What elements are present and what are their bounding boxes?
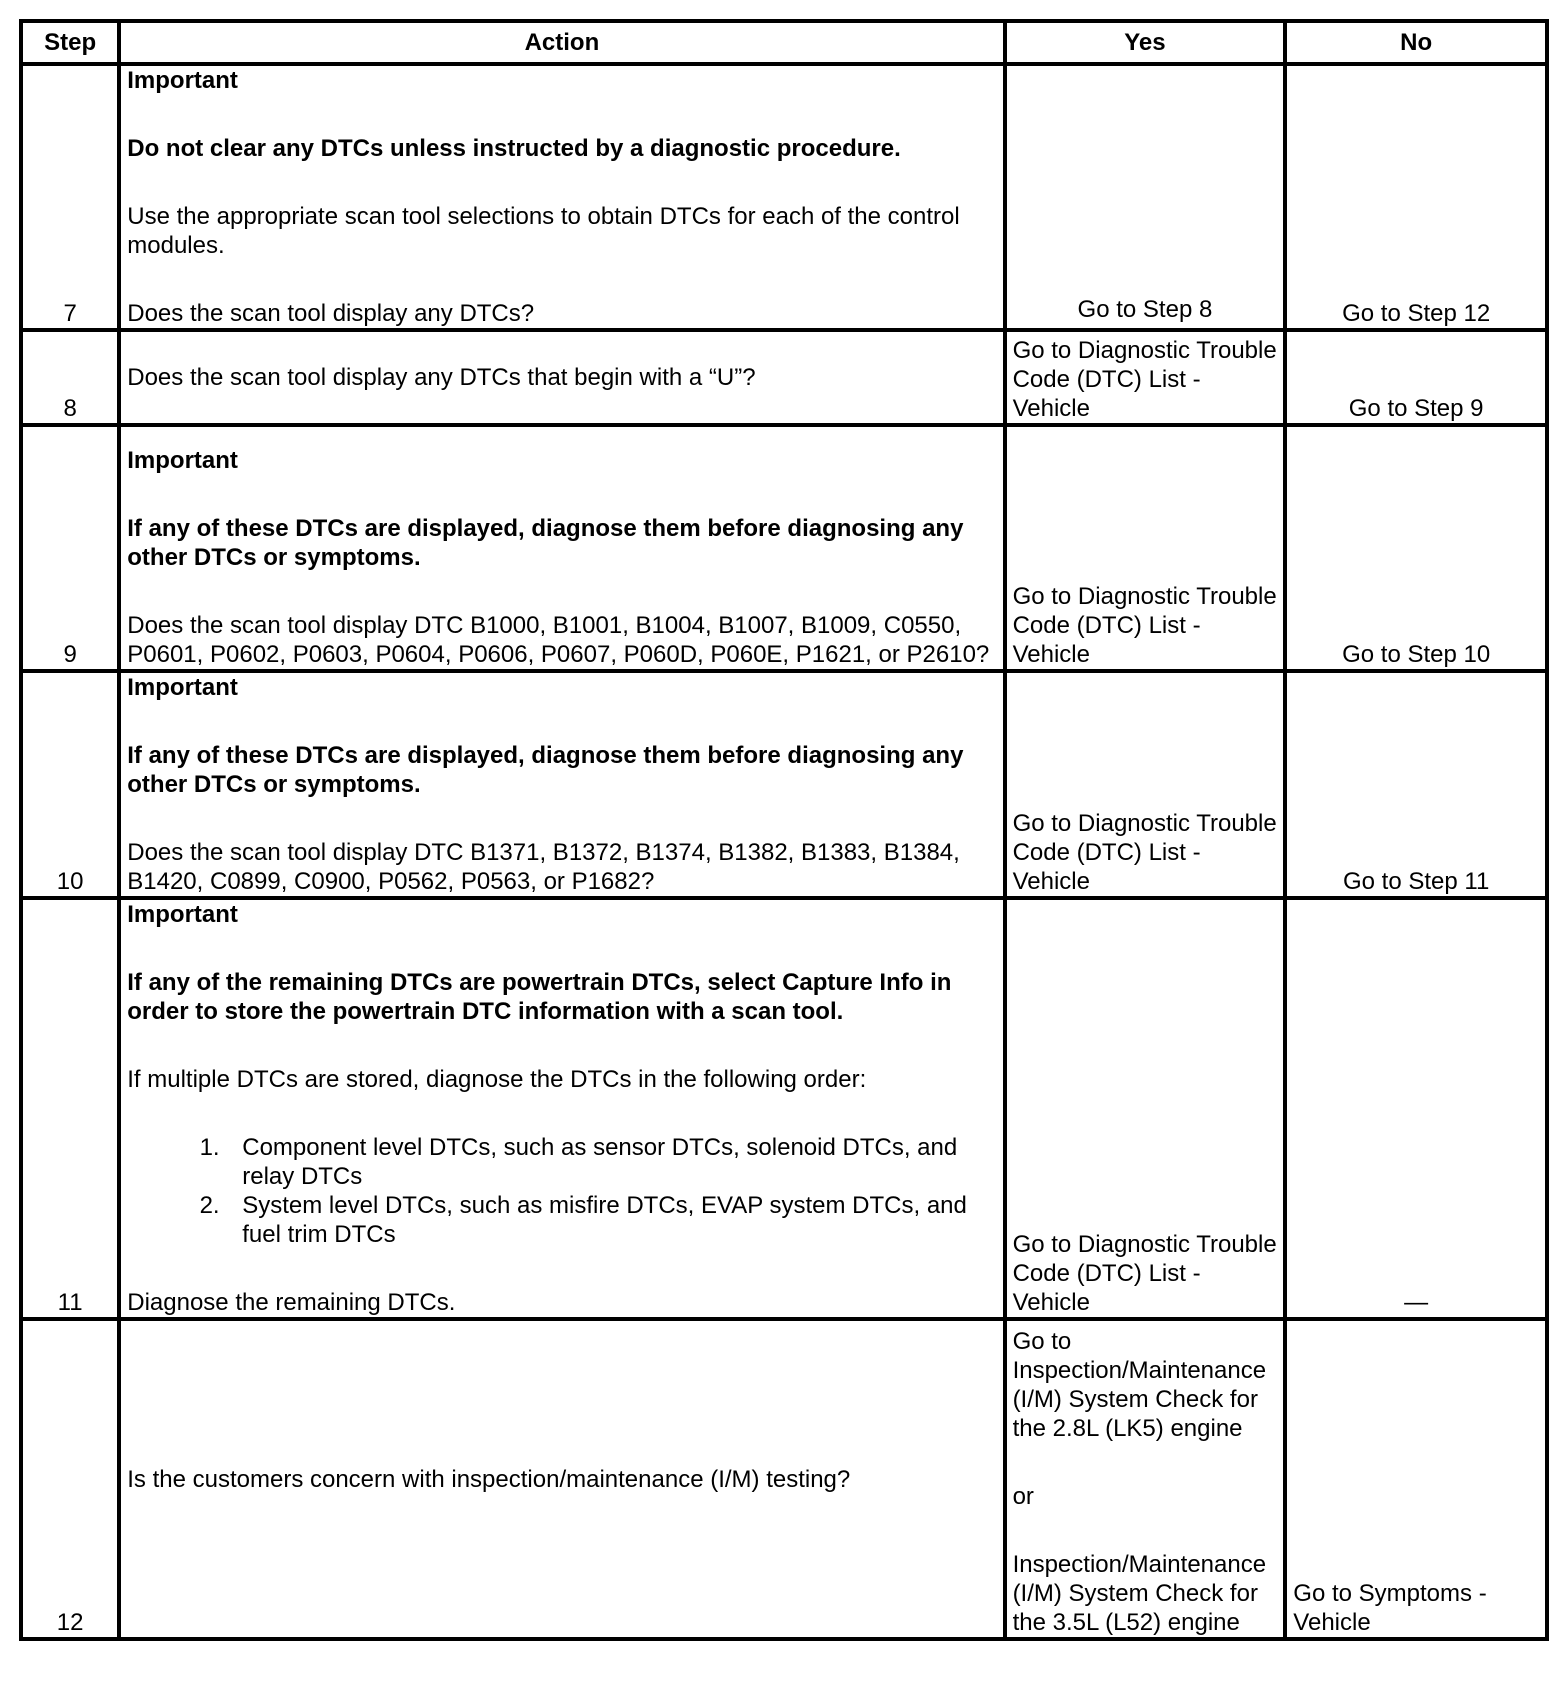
yes-result: Go to Diagnostic Trouble Code (DTC) List - Vehicle — [1005, 671, 1286, 898]
question-text: Does the scan tool display DTC B1371, B1372, B1374, B1382, B1383, B1384, B1420, C0899, C0900, P0562, P0563, or P1682? — [127, 839, 960, 895]
question-text: Does the scan tool display any DTCs that begin with a “U”? — [127, 364, 756, 391]
step-number: 8 — [21, 330, 119, 425]
action-cell — [119, 898, 1004, 1319]
yes-result: Go to Step 8 — [1005, 64, 1286, 330]
step-number: 9 — [21, 425, 119, 671]
important-note: If any of the remaining DTCs are powertrain DTCs, select Capture Info in order to store the powertrain DTC information with a scan tool. — [127, 969, 952, 1025]
important-note: If any of these DTCs are displayed, diagnose them before diagnosing any other DTCs or symptoms. — [127, 515, 964, 571]
yes-option-1: Go to Inspection/Maintenance (I/M) System Check for the 2.8L (LK5) engine — [1012, 1328, 1267, 1442]
table-row — [21, 64, 1547, 330]
no-result: Go to Step 10 — [1285, 425, 1547, 671]
table-row — [21, 330, 1547, 425]
table-row — [21, 898, 1547, 1319]
important-label: Important — [127, 901, 238, 928]
header-step: Step — [21, 21, 119, 64]
action-cell — [119, 1319, 1004, 1639]
no-result: — — [1285, 898, 1547, 1319]
step-number: 10 — [21, 671, 119, 898]
action-cell — [119, 64, 1004, 330]
important-note: If any of these DTCs are displayed, diagnose them before diagnosing any other DTCs or symptoms. — [127, 742, 964, 798]
table-row — [21, 1319, 1547, 1639]
no-result: Go to Symptoms - Vehicle — [1285, 1319, 1547, 1639]
no-result: Go to Step 11 — [1285, 671, 1547, 898]
yes-or-separator: or — [1012, 1483, 1034, 1510]
yes-result: Go to Diagnostic Trouble Code (DTC) List - Vehicle — [1005, 898, 1286, 1319]
no-result: Go to Step 9 — [1285, 330, 1547, 425]
step-number: 7 — [21, 64, 119, 330]
dtc-order-list — [127, 1133, 996, 1249]
header-no: No — [1285, 21, 1547, 64]
question-text: Is the customers concern with inspection/maintenance (I/M) testing? — [127, 1465, 851, 1493]
no-result: Go to Step 12 — [1285, 64, 1547, 330]
action-cell — [119, 330, 1004, 425]
header-yes: Yes — [1005, 21, 1286, 64]
question-text: Does the scan tool display any DTCs? — [127, 300, 535, 327]
important-note: Do not clear any DTCs unless instructed by a diagnostic procedure. — [127, 135, 901, 162]
table-row — [21, 425, 1547, 671]
yes-result: Go to Diagnostic Trouble Code (DTC) List - Vehicle — [1005, 330, 1286, 425]
list-item: 1. Component level DTCs, such as sensor DTCs, solenoid DTCs, and relay DTCs — [226, 1133, 996, 1191]
step-number: 11 — [21, 898, 119, 1319]
important-label: Important — [127, 67, 238, 94]
question-text: Diagnose the remaining DTCs. — [127, 1289, 456, 1316]
yes-option-2: Inspection/Maintenance (I/M) System Check for the 3.5L (L52) engine — [1012, 1551, 1267, 1636]
table-row — [21, 671, 1547, 898]
header-row — [21, 21, 1547, 64]
list-item: 2. System level DTCs, such as misfire DTCs, EVAP system DTCs, and fuel trim DTCs — [226, 1191, 996, 1249]
diagnostic-table — [19, 19, 1549, 1641]
action-cell — [119, 671, 1004, 898]
instruction-text: If multiple DTCs are stored, diagnose the DTCs in the following order: — [127, 1066, 867, 1093]
important-label: Important — [127, 674, 238, 701]
step-number: 12 — [21, 1319, 119, 1639]
yes-result: Go to Diagnostic Trouble Code (DTC) List - Vehicle — [1005, 425, 1286, 671]
yes-result — [1005, 1319, 1286, 1639]
question-text: Does the scan tool display DTC B1000, B1001, B1004, B1007, B1009, C0550, P0601, P0602, P0603, P0604, P0606, P0607, P060D, P060E, P1621, or P2610? — [127, 612, 990, 668]
important-label: Important — [127, 447, 238, 474]
header-action: Action — [119, 21, 1004, 64]
instruction-text: Use the appropriate scan tool selections to obtain DTCs for each of the control modules. — [127, 203, 960, 259]
action-cell — [119, 425, 1004, 671]
